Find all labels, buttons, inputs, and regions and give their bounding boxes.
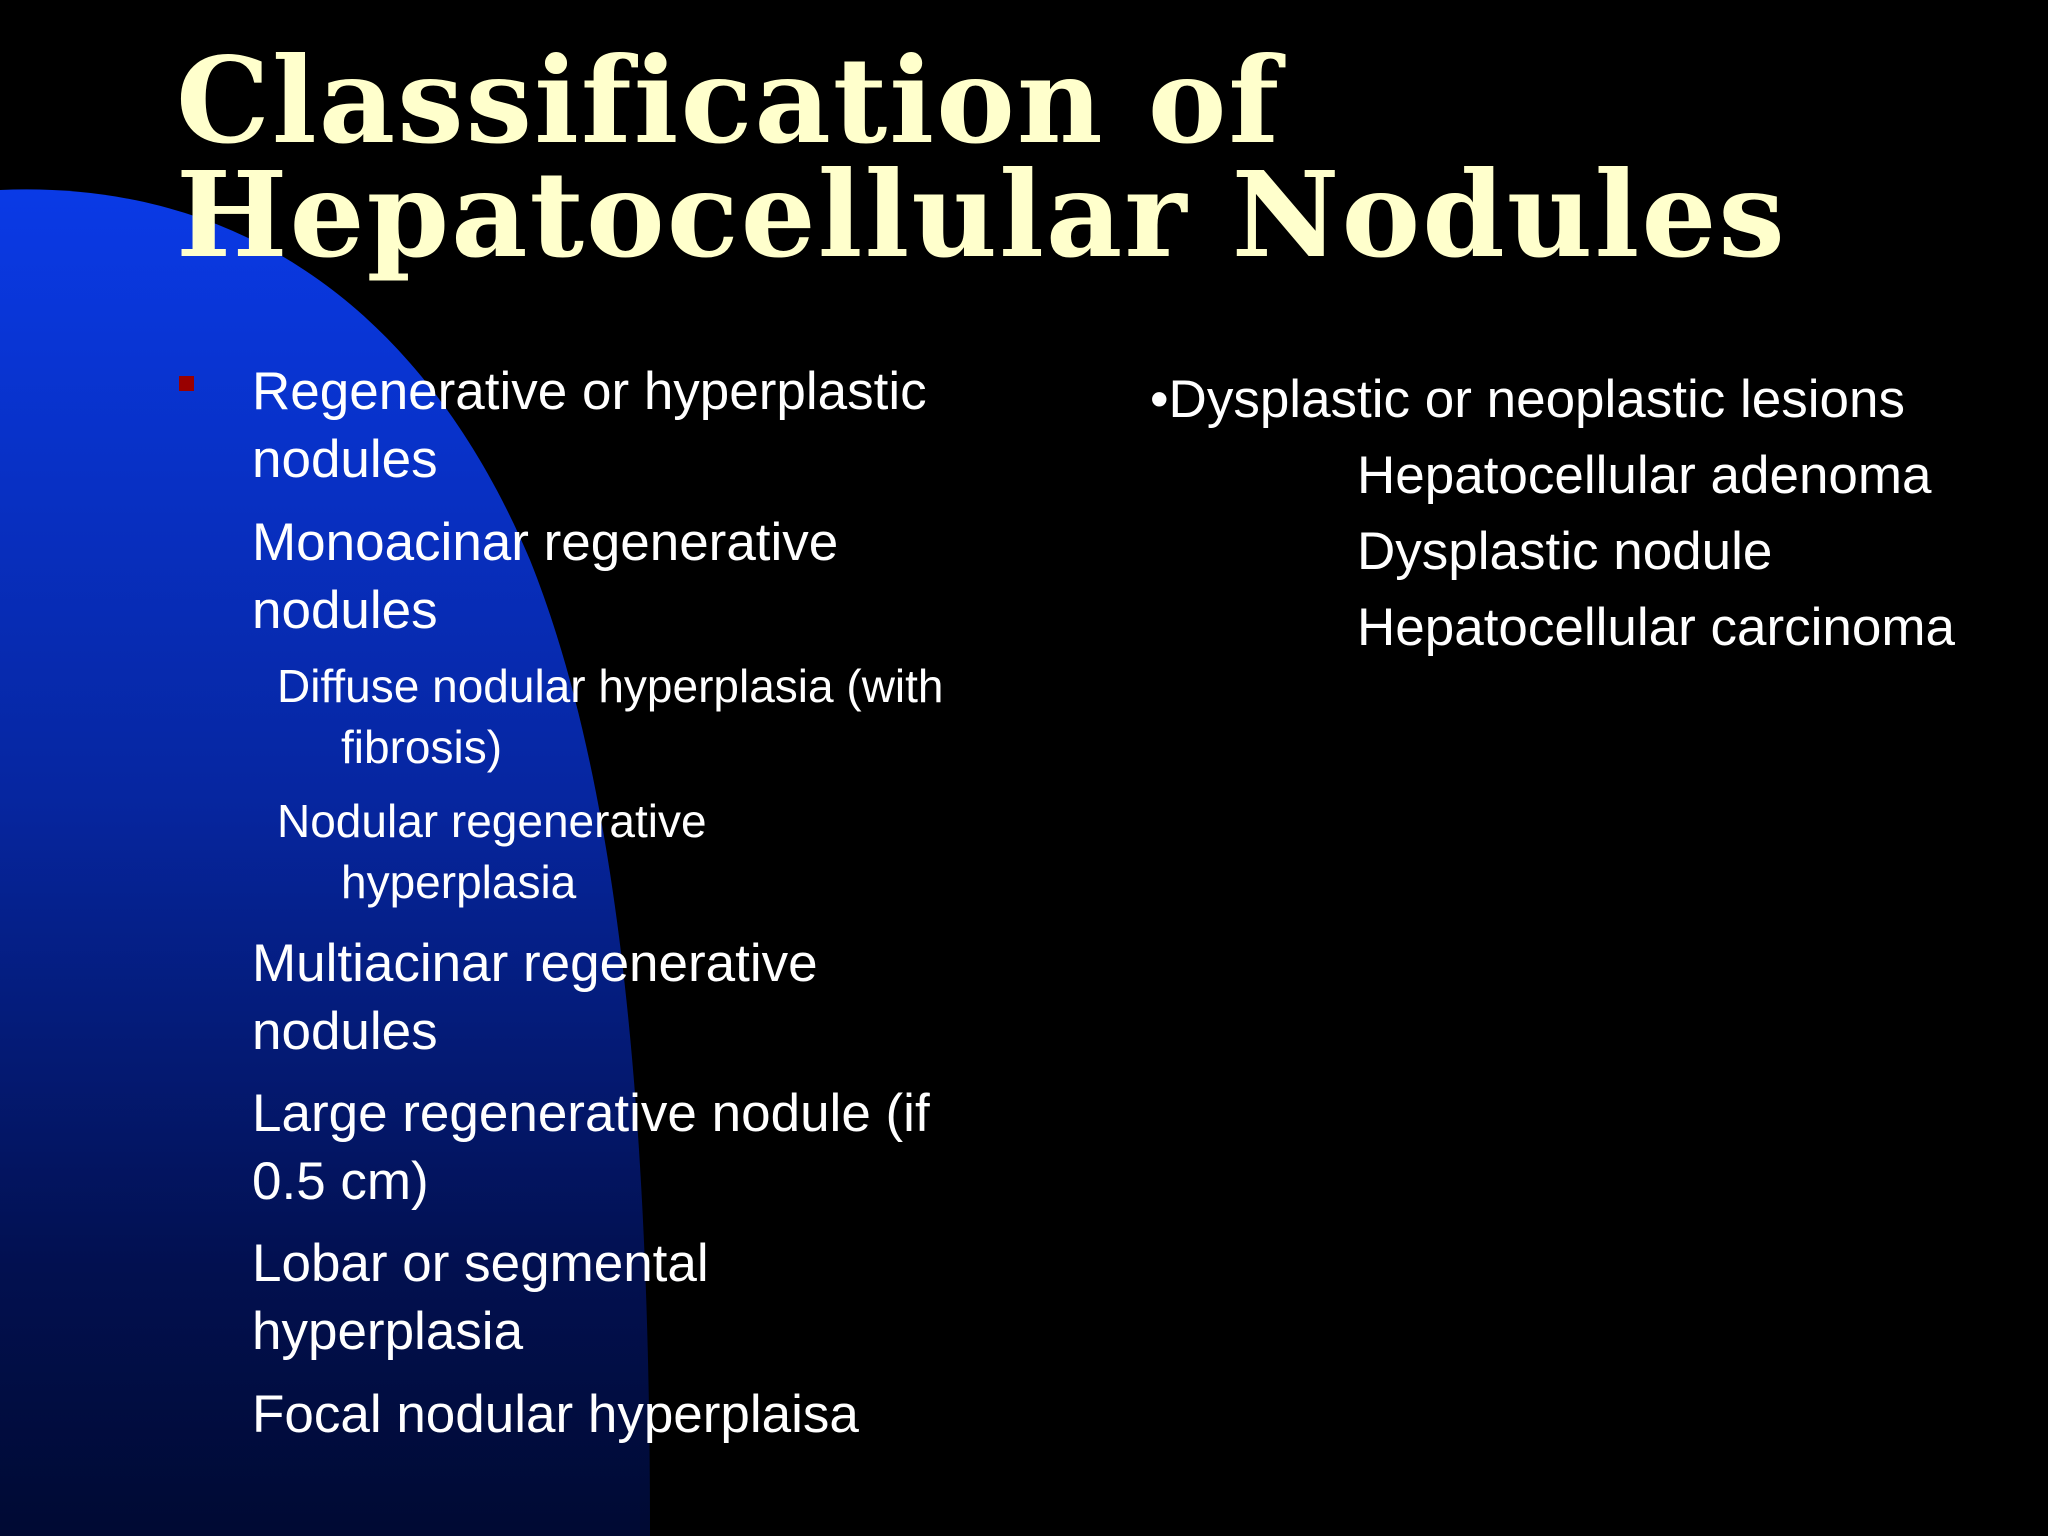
list-item-line: nodules xyxy=(252,581,438,640)
list-item-line: Regenerative or hyperplastic xyxy=(252,362,927,421)
right-item-carcinoma: Hepatocellular carcinoma xyxy=(1357,598,1956,657)
right-heading: •Dysplastic or neoplastic lesions xyxy=(1150,370,1905,429)
list-item-line: Multiacinar regenerative xyxy=(252,934,818,993)
list-subitem-diffuse xyxy=(277,656,944,778)
list-item-line: nodules xyxy=(252,430,438,489)
list-item-line: Monoacinar regenerative xyxy=(252,513,839,572)
list-item-line: Focal nodular hyperplaisa xyxy=(252,1385,859,1444)
list-item-focal xyxy=(252,1381,859,1449)
right-item-adenoma: Hepatocellular adenoma xyxy=(1357,446,1932,505)
list-item-lobar xyxy=(252,1230,709,1366)
list-item-line: Large regenerative nodule (if xyxy=(252,1084,930,1143)
list-item-large xyxy=(252,1080,930,1216)
list-item-multiacinar xyxy=(252,930,818,1066)
list-subitem-nodular xyxy=(277,791,707,913)
list-item-regenerative xyxy=(252,358,927,494)
list-item-line: Diffuse nodular hyperplasia (with xyxy=(277,660,944,712)
square-bullet-icon xyxy=(179,376,194,391)
right-item-dysplastic: Dysplastic nodule xyxy=(1357,522,1773,581)
list-item-line: nodules xyxy=(252,1002,438,1061)
list-item-line: Nodular regenerative xyxy=(277,795,707,847)
list-item-line: hyperplasia xyxy=(341,856,577,908)
title-line-2: Hepatocellular Nodules xyxy=(176,145,1787,284)
list-item-line: hyperplasia xyxy=(252,1302,524,1361)
list-item-monoacinar xyxy=(252,509,838,645)
slide-title xyxy=(176,31,1787,284)
title-line-1: Classification of xyxy=(176,31,1282,170)
list-item-line: 0.5 cm) xyxy=(252,1152,429,1211)
list-item-line: Lobar or segmental xyxy=(252,1234,709,1293)
list-item-line: fibrosis) xyxy=(341,721,503,773)
